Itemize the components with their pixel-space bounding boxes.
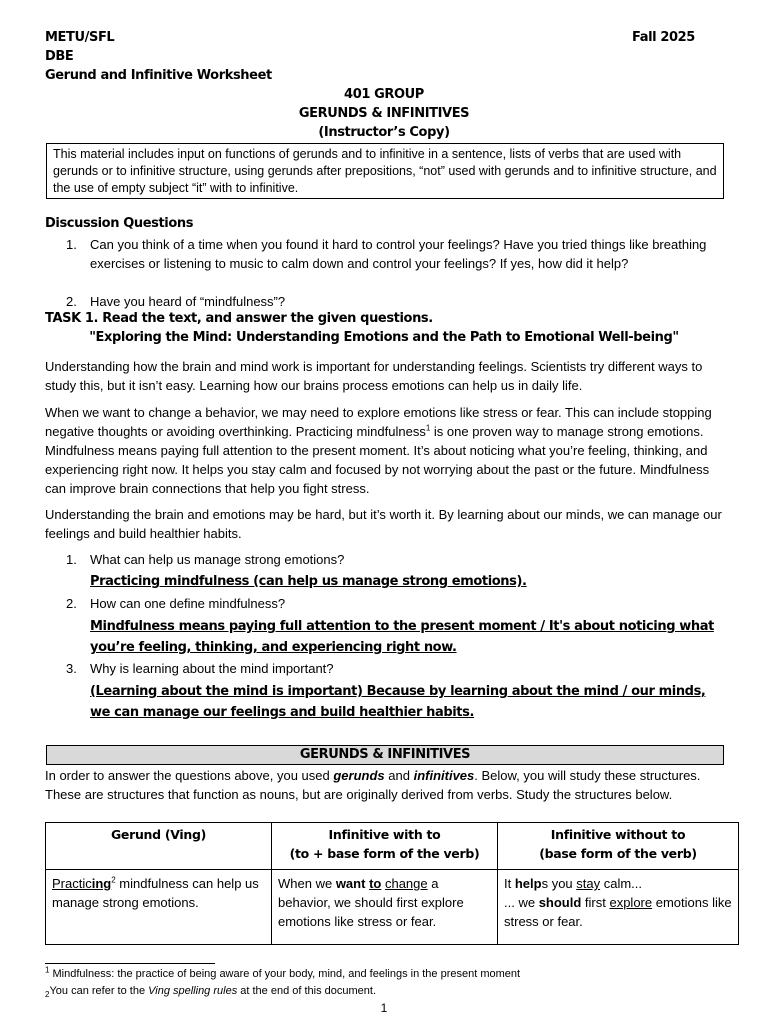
intro-text: In order to answer the questions above, you used <box>45 768 334 783</box>
question-item <box>66 550 716 591</box>
term: Fall 2025 <box>632 30 695 45</box>
example-text: a behavior, we should first explore emotions like stress or fear. <box>278 876 464 929</box>
example-text: It <box>504 876 515 891</box>
question-text: How can one define mindfulness? <box>90 596 286 611</box>
discussion-item <box>66 235 716 273</box>
example-suffix: ing <box>91 876 112 891</box>
example-text: mindfulness can help us manage strong emotions. <box>52 876 259 910</box>
structures-table <box>45 822 739 945</box>
paragraph-3: Understanding the brain and emotions may be hard, but it’s worth it. By learning about our minds, we can manage our feelings and build healthier habits. <box>45 507 722 541</box>
item-number: 1. <box>66 237 77 252</box>
question-text: What can help us manage strong emotions? <box>90 552 345 567</box>
gerunds-term: gerunds <box>333 768 385 783</box>
item-number: 2. <box>66 294 77 309</box>
question-text: Why is learning about the mind important? <box>90 661 334 676</box>
example-infinitive: explore <box>609 895 653 910</box>
answer-text: Mindfulness means paying full attention to the present moment / It's about noticing what you’re feeling, thinking, and experiencing right now. <box>90 619 714 655</box>
footnote-text: at the end of this document. <box>237 985 377 997</box>
item-text: Can you think of a time when you found it hard to control your feelings? Have you tried things like breathing exercises or listening to music to calm down and control your feelings? If yes, how did it help? <box>90 237 707 271</box>
header-sublabel: (to + base form of the verb) <box>289 846 480 861</box>
footnote-text: Mindfulness: the practice of being aware of your body, mind, and feelings in the present moment <box>49 968 521 980</box>
paragraph-2-part-b: is one proven way to manage strong emotions. Mindfulness means paying full attention to the present moment. It’s about noticing what you’re feeling, thinking, and experiencing right now. It helps you stay calm and focused by not worrying about the past or the future. Mindfulness can improve brain connections that help you fight stress. <box>45 424 710 496</box>
question-number: 3. <box>66 661 77 676</box>
footnote-ref-2: 2 <box>111 875 116 885</box>
example-text: emotions like stress or fear. <box>504 895 732 929</box>
example-text: s you <box>541 876 577 891</box>
page-number: 1 <box>380 1001 388 1015</box>
footnote-italic: Ving spelling rules <box>148 985 238 997</box>
question-number: 1. <box>66 552 77 567</box>
task1-heading: TASK 1. Read the text, and answer the given questions. <box>45 311 433 326</box>
intro-text: . Below, you will study these structures. These are structures that function as nouns, but are originally derived from verbs. Study the structures below. <box>45 768 701 802</box>
paragraph-1: Understanding how the brain and mind work is important for understanding feelings. Scientists try different ways to study this, but it isn’t easy. Learning how our brains process emotions can help us in daily life. <box>45 359 703 393</box>
intro-text: and <box>384 768 414 783</box>
header-sublabel: (base form of the verb) <box>539 846 697 861</box>
copy-label: (Instructor’s Copy) <box>318 125 450 140</box>
paragraph-2 <box>45 403 725 498</box>
question-item <box>66 594 716 658</box>
footnote-1 <box>45 967 520 981</box>
example-text: calm... <box>600 876 643 891</box>
gerund-example <box>46 870 272 945</box>
question-number: 2. <box>66 596 77 611</box>
example-infinitive: stay <box>576 876 601 891</box>
document-title: Gerund and Infinitive Worksheet <box>45 68 272 83</box>
footnote-divider <box>45 963 215 964</box>
institution: METU/SFL <box>45 30 115 45</box>
infinitive-without-to-example <box>498 870 739 945</box>
header-infinitive-with-to <box>272 823 498 870</box>
infinitive-with-to-example <box>272 870 498 945</box>
example-verb: should <box>538 895 582 910</box>
header-label: Infinitive without to <box>550 827 686 842</box>
infinitives-term: infinitives <box>413 768 475 783</box>
header-label: Gerund (Ving) <box>110 827 207 842</box>
discussion-item <box>66 292 716 311</box>
answer-text: Practicing mindfulness (can help us manage strong emotions). <box>90 574 527 589</box>
department: DBE <box>45 49 74 64</box>
footnote-ref-1: 1 <box>425 423 431 433</box>
intro-box: This material includes input on functions of gerunds and to infinitive in a sentence, lists of verbs that are used with gerunds or to infinitive structure, using gerunds after prepositions, “not” used with gerunds and to infinitive structure, and the use of empty subject “it” with to infinitive. <box>46 143 724 199</box>
footnote-2 <box>45 984 376 1002</box>
example-to: to <box>369 876 382 891</box>
example-verb: help <box>514 876 542 891</box>
footnote-text: You can refer to the <box>49 985 149 997</box>
header-gerund <box>46 823 272 870</box>
footnote-mark: 1 <box>45 965 50 975</box>
section-banner: GERUNDS & INFINITIVES <box>46 745 724 765</box>
header-infinitive-without-to <box>498 823 739 870</box>
text-title: "Exploring the Mind: Understanding Emotions and the Path to Emotional Well-being" <box>89 330 679 345</box>
footnote-mark: 2 <box>45 990 50 1000</box>
answer-text: (Learning about the mind is important) Because by learning about the mind / our minds, we can manage our feelings and build healthier habits. <box>90 684 706 720</box>
example-text: first <box>581 895 610 910</box>
paragraph-2-part-a: When we want to change a behavior, we may need to explore emotions like stress or fear. This can include stopping negative thoughts or avoiding overthinking. Practicing mindfulness <box>45 405 712 439</box>
topic-heading: GERUNDS & INFINITIVES <box>298 106 470 121</box>
discussion-heading: Discussion Questions <box>45 216 194 231</box>
example-text: When we <box>278 876 336 891</box>
example-verb: want <box>335 876 366 891</box>
example-word <box>52 876 111 891</box>
header-label: Infinitive with to <box>328 827 441 842</box>
question-item <box>66 659 716 723</box>
example-stem: Practic <box>52 876 92 891</box>
group-heading: 401 GROUP <box>344 87 424 102</box>
example-infinitive: change <box>384 876 428 891</box>
section-intro <box>45 766 725 804</box>
item-text: Have you heard of “mindfulness”? <box>90 294 286 309</box>
example-text: ... we <box>504 895 539 910</box>
